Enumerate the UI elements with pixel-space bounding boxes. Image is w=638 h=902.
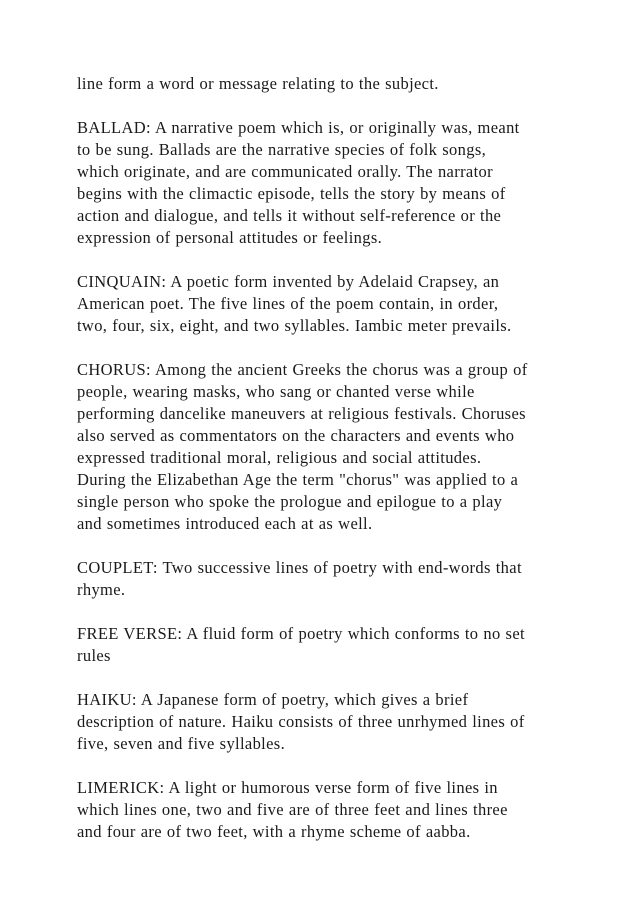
text-line: American poet. The five lines of the poem contain, in order, <box>77 294 499 313</box>
text-line: FREE VERSE: A fluid form of poetry which conforms to no set <box>77 624 525 643</box>
paragraph-intro <box>77 73 598 95</box>
text-line: performing dancelike maneuvers at religious festivals. Choruses <box>77 404 526 423</box>
text-line: HAIKU: A Japanese form of poetry, which gives a brief <box>77 690 469 709</box>
text-line: description of nature. Haiku consists of three unrhymed lines of <box>77 712 525 731</box>
paragraph-limerick <box>77 777 598 843</box>
text-line: and four are of two feet, with a rhyme scheme of aabba. <box>77 822 471 841</box>
text-line: LIMERICK: A light or humorous verse form of five lines in <box>77 778 498 797</box>
text-line: and sometimes introduced each at as well. <box>77 514 373 533</box>
text-line: to be sung. Ballads are the narrative species of folk songs, <box>77 140 487 159</box>
paragraph-free-verse <box>77 623 598 667</box>
paragraph-cinquain <box>77 271 598 337</box>
text-line: which originate, and are communicated orally. The narrator <box>77 162 493 181</box>
text-line: which lines one, two and five are of three feet and lines three <box>77 800 508 819</box>
text-line: expressed traditional moral, religious and social attitudes. <box>77 448 482 467</box>
text-line: action and dialogue, and tells it without self-reference or the <box>77 206 502 225</box>
text-line: During the Elizabethan Age the term "chorus" was applied to a <box>77 470 519 489</box>
paragraph-haiku <box>77 689 598 755</box>
text-line: expression of personal attitudes or feelings. <box>77 228 383 247</box>
text-line: COUPLET: Two successive lines of poetry with end-words that <box>77 558 522 577</box>
text-line: single person who spoke the prologue and epilogue to a play <box>77 492 503 511</box>
text-line: rules <box>77 646 111 665</box>
text-line: also served as commentators on the characters and events who <box>77 426 515 445</box>
paragraph-ballad <box>77 117 598 249</box>
text-line: five, seven and five syllables. <box>77 734 286 753</box>
text-line: line form a word or message relating to the subject. <box>77 74 439 93</box>
text-line: CINQUAIN: A poetic form invented by Adelaid Crapsey, an <box>77 272 500 291</box>
text-line: two, four, six, eight, and two syllables. Iambic meter prevails. <box>77 316 512 335</box>
text-line: BALLAD: A narrative poem which is, or originally was, meant <box>77 118 520 137</box>
text-line: people, wearing masks, who sang or chanted verse while <box>77 382 475 401</box>
text-line: begins with the climactic episode, tells the story by means of <box>77 184 506 203</box>
text-line: CHORUS: Among the ancient Greeks the chorus was a group of <box>77 360 528 379</box>
text-line: rhyme. <box>77 580 126 599</box>
paragraph-chorus <box>77 359 598 535</box>
paragraph-couplet <box>77 557 598 601</box>
